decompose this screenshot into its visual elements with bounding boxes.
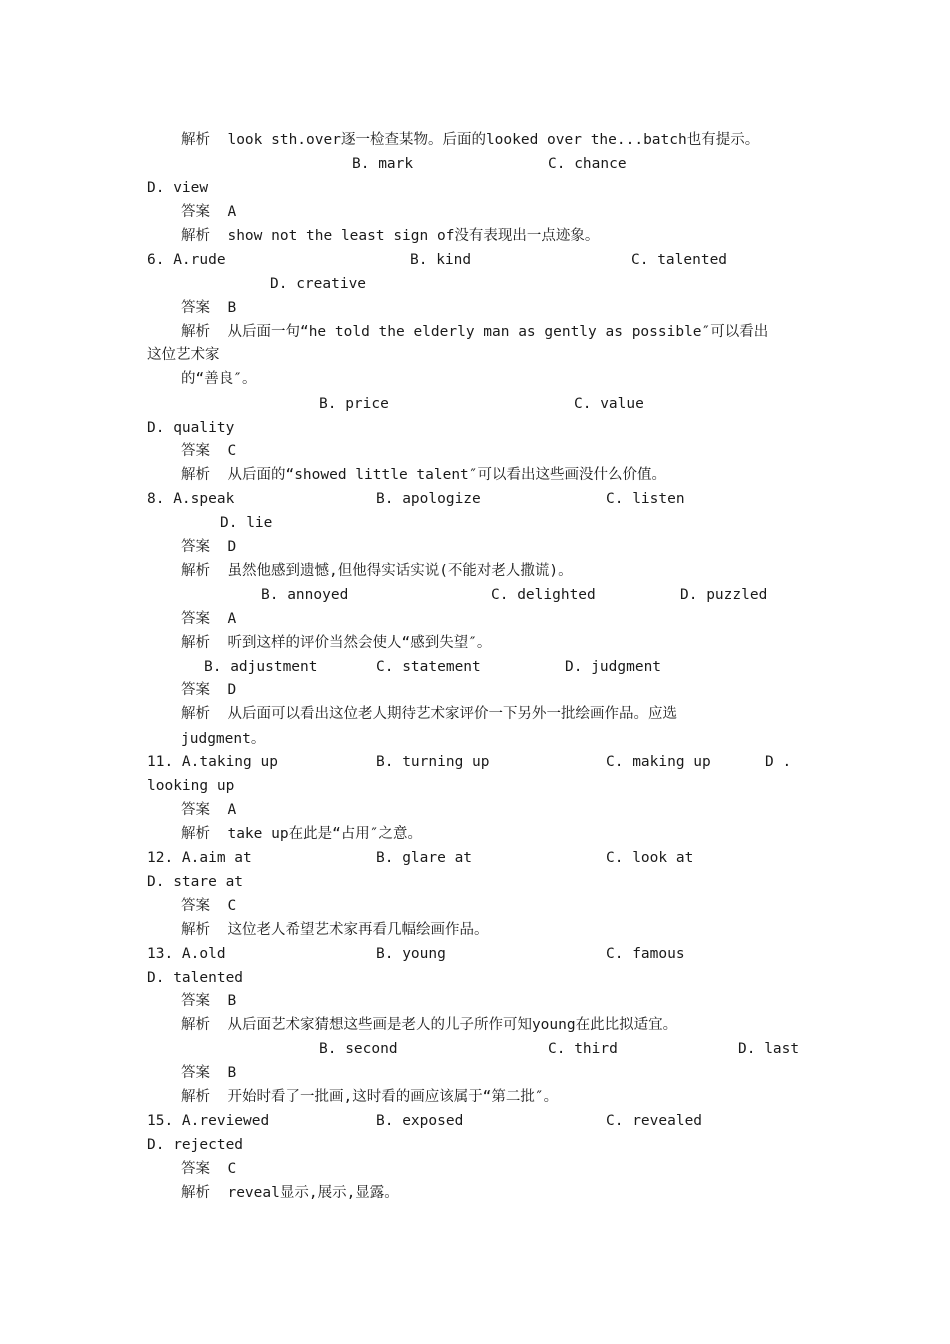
answer-line: 答案 C — [181, 443, 237, 459]
explanation-continuation: 这位艺术家 — [147, 347, 220, 363]
explanation-line: 解析 听到这样的评价当然会使人“感到失望″。 — [181, 635, 492, 651]
option-d: D. judgment — [565, 659, 662, 675]
option-b: B. second — [319, 1041, 398, 1057]
option-d: D. creative — [270, 276, 367, 292]
answer-line: 答案 B — [181, 1065, 237, 1081]
option-c: C. delighted — [491, 587, 596, 603]
option-c: C. statement — [376, 659, 481, 675]
option-c: C. chance — [548, 156, 627, 172]
explanation-line: 解析 虽然他感到遗憾,但他得实话实说(不能对老人撒谎)。 — [181, 563, 573, 579]
option-d: D. lie — [220, 515, 273, 531]
explanation-line: 解析 从后面一句“he told the elderly man as gently as possible″可以看出 — [181, 324, 769, 340]
option-b: B. adjustment — [204, 659, 318, 675]
explanation-line: 解析 take up在此是“占用″之意。 — [181, 826, 423, 842]
option-d-continuation: looking up — [147, 778, 235, 794]
option-d: D. view — [147, 180, 209, 196]
answer-line: 答案 C — [181, 898, 237, 914]
answer-line: 答案 B — [181, 993, 237, 1009]
explanation-line: 解析 look sth.over逐一检查某物。后面的looked over the...batch也有提示。 — [181, 132, 760, 148]
option-d: D. talented — [147, 970, 244, 986]
explanation-line: 解析 这位老人希望艺术家再看几幅绘画作品。 — [181, 922, 489, 938]
option-b: B. young — [376, 946, 446, 962]
question-8-option-a: 8. A.speak — [147, 491, 235, 507]
option-c: C. look at — [606, 850, 694, 866]
explanation-line: 解析 reveal显示,展示,显露。 — [181, 1185, 399, 1201]
question-6-option-a: 6. A.rude — [147, 252, 226, 268]
option-b: B. apologize — [376, 491, 481, 507]
question-11-option-a: 11. A.taking up — [147, 754, 278, 770]
question-13-option-a: 13. A.old — [147, 946, 226, 962]
option-d: D. quality — [147, 420, 235, 436]
explanation-line: 解析 从后面的“showed little talent″可以看出这些画没什么价值。 — [181, 467, 667, 483]
answer-line: 答案 A — [181, 204, 237, 220]
explanation-continuation: judgment。 — [181, 731, 266, 747]
answer-line: 答案 A — [181, 802, 237, 818]
option-b: B. price — [319, 396, 389, 412]
answer-line: 答案 A — [181, 611, 237, 627]
option-c: C. talented — [631, 252, 728, 268]
answer-line: 答案 C — [181, 1161, 237, 1177]
answer-line: 答案 B — [181, 300, 237, 316]
option-c: C. making up — [606, 754, 711, 770]
option-d: D. stare at — [147, 874, 244, 890]
question-12-option-a: 12. A.aim at — [147, 850, 252, 866]
option-b: B. glare at — [376, 850, 473, 866]
option-d: D. puzzled — [680, 587, 768, 603]
option-b: B. turning up — [376, 754, 490, 770]
option-c: C. value — [574, 396, 644, 412]
option-b: B. exposed — [376, 1113, 464, 1129]
explanation-line: 解析 开始时看了一批画,这时看的画应该属于“第二批″。 — [181, 1089, 559, 1105]
option-d: D . — [765, 754, 792, 770]
option-b: B. annoyed — [261, 587, 349, 603]
option-c: C. third — [548, 1041, 618, 1057]
option-d: D. last — [738, 1041, 800, 1057]
explanation-continuation: 的“善良″。 — [181, 371, 257, 387]
option-d: D. rejected — [147, 1137, 244, 1153]
explanation-line: 解析 从后面可以看出这位老人期待艺术家评价一下另外一批绘画作品。应选 — [181, 706, 677, 722]
question-15-option-a: 15. A.reviewed — [147, 1113, 270, 1129]
explanation-line: 解析 从后面艺术家猜想这些画是老人的儿子所作可知young在此比拟适宜。 — [181, 1017, 678, 1033]
answer-line: 答案 D — [181, 682, 237, 698]
option-c: C. listen — [606, 491, 685, 507]
option-c: C. revealed — [606, 1113, 703, 1129]
option-c: C. famous — [606, 946, 685, 962]
option-b: B. kind — [410, 252, 472, 268]
option-b: B. mark — [352, 156, 414, 172]
answer-line: 答案 D — [181, 539, 237, 555]
explanation-line: 解析 show not the least sign of没有表现出一点迹象。 — [181, 228, 600, 244]
